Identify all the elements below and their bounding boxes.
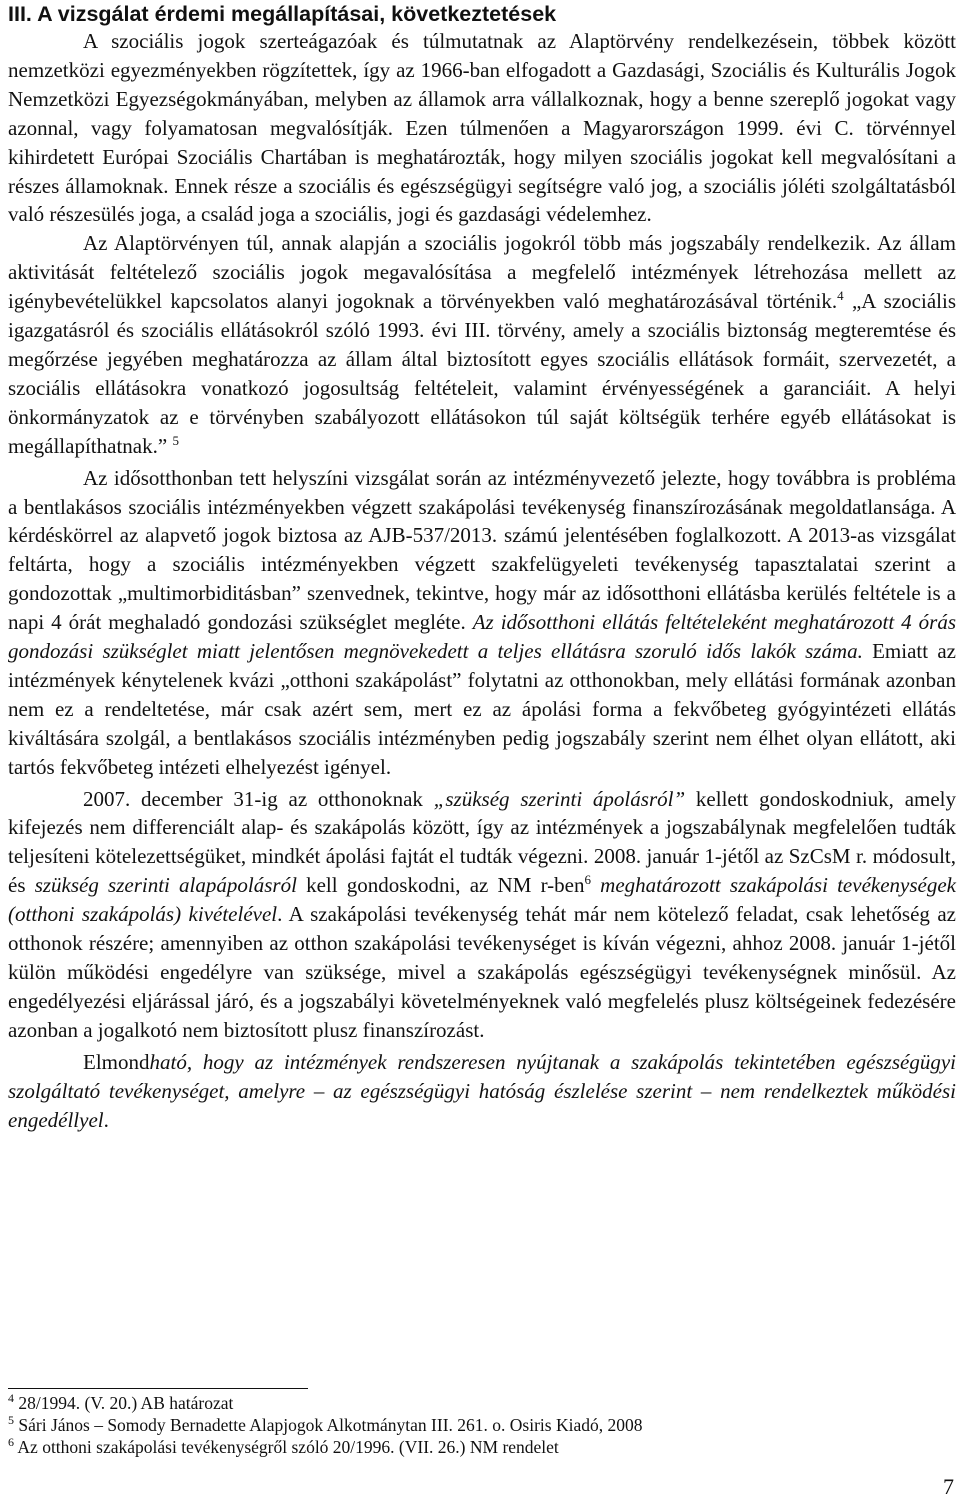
footnote (8, 1392, 956, 1414)
footnote-separator (8, 1388, 308, 1389)
paragraph (8, 27, 956, 229)
page-number: 7 (943, 1474, 954, 1499)
paragraph (8, 785, 956, 1045)
paragraph-text: kell gondoskodni, az NM r-ben (296, 873, 585, 898)
footnotes (8, 1392, 956, 1458)
paragraph-text: kellett gondoskodniuk, amely kifejezés nem differenciált alap- és szakápolás között, így az intézmények a jogszabálynak megfelelően tudták teljesíteni kötelezettségüket, mindkét ápolási fajtát el tudták végezni. 2008. január 1-jétől az SzCsM r. módosult, és (8, 786, 957, 898)
footnote (8, 1436, 956, 1458)
paragraph-text: A szociális jogok szerteágazóak és túlmutatnak az Alaptörvény rendelkezésein, többek között nemzetközi egyezményekben rögzítettek, így az 1966-ban elfogadott a Gazdasági, Szociális és Kulturális Jogok Nemzetközi Egyezségokmányában, melyben az államok arra vállalkoznak, hogy a benne szereplő jogokat vagy azonnal, vagy folyamatosan megvalósítják. Ezen túlmenően a Magyarországon 1999. évi C. törvénnyel kihirdetett Európai Szociális Chartában is meghatározták, hogy milyen szociális jogokat kell megvalósítani a részes államoknak. Ennek része a szociális és egészségügyi segítségre való jog, a szociális jóléti szolgáltatásból való részesülés joga, a család joga a szociális, jogi és gazdasági védelemhez. (8, 29, 956, 227)
paragraph-text: . (103, 1107, 109, 1132)
paragraph-text: Az Alaptörvényen túl, annak alapján a szociális jogokról több más jogszabály rendelkezik. Az állam aktivitását feltételező szociális jogok megavalósítása a megfelelő intézmények létrehozása mellett az igénybevételükkel kapcsolatos alanyi jogoknak a törvényekben való meghatározásával történik. (8, 231, 956, 314)
footnote (8, 1414, 956, 1436)
emphasized-text: Az idősotthoni ellátás feltételeként meghatározott 4 órás gondozási szükséglet miatt jelentősen megnövekedett a teljes ellátásra szoruló idős lakók száma. (8, 610, 956, 664)
body-text (8, 27, 956, 1134)
paragraph-text: 2007. december 31-ig az otthonoknak (83, 786, 434, 811)
emphasized-text: „szükség szerinti ápolásról” (433, 786, 686, 811)
paragraph-text (591, 873, 600, 897)
footnote-number: 6 (8, 1435, 14, 1450)
section-heading: III. A vizsgálat érdemi megállapításai, következtetések (8, 2, 557, 26)
footnote-text: Az otthoni szakápolási tevékenységről szóló 20/1996. (VII. 26.) NM rendelet (14, 1437, 559, 1457)
emphasized-text: szükség szerinti alapápolásról (34, 873, 297, 898)
footnote-text: Sári János – Somody Bernadette Alapjogok Alkotmánytan III. 261. o. Osiris Kiadó, 2008 (14, 1415, 643, 1435)
emphasized-text: ható, hogy az intézmények rendszeresen nyújtanak a szakápolás tekintetében egészségügyi szolgáltató tevékenységet, amelyre – az egészségügyi hatóság észlelése szerint – nem rendelkeztek működési engedéllyel (8, 1049, 956, 1132)
paragraph-text: Az idősotthonban tett helyszíni vizsgálat során az intézményvezető jelezte, hogy továbbra is probléma a bentlakásos szociális intézményekben végzett szakápolási tevékenység finanszírozásának megoldatlansága. A kérdéskörrel az alapvető jogok biztosa az AJB-537/2013. számú jelentésében foglalkozott. A 2013-as vizsgálat feltárta, hogy a szociális intézményekben végzett szakfelügyeleti tevékenység tapasztalatai szerint a gondozottak „multimorbiditásban” szenvednek, tekintve, hogy már az idősotthoni ellátásba kerülés feltétele is a napi 4 órát meghaladó gondozási szükséglet megléte. (8, 465, 956, 635)
paragraph-text: Elmond (83, 1049, 150, 1074)
footnote-number: 4 (8, 1391, 14, 1406)
footnote-number: 5 (8, 1413, 14, 1428)
paragraph (8, 1048, 956, 1135)
footnote-reference: 6 (584, 872, 591, 888)
document-page (8, 0, 956, 1134)
paragraph (8, 229, 956, 460)
paragraph-text: „A szociális igazgatásról és szociális ellátásokról szóló 1993. évi III. törvény, amely a szociális biztonság megteremtése és megőrzése jegyében meghatározza az állam által biztosított egyes szociális ellátások formáit, szervezetét, a szociális ellátásokra vonatkozó jogosultság feltételeit, valamint érvényességének a garanciáit. A helyi önkormányzatok az e törvényben szabályozott ellátásokon túl saját költségük terhére egyéb ellátásokat is megállapíthatnak.” (8, 289, 956, 458)
footnote-reference: 5 (172, 432, 179, 448)
paragraph (8, 464, 956, 782)
paragraph-text: Emiatt az intézmények kénytelenek kvázi „otthoni szakápolást” folytatni az otthonokban, mely ellátási formának azonban nem ez a rendeltetése, már csak azért sem, mert ez az ápolási forma a fekvőbeteg gyógyintézeti ellátás kiváltására szolgál, a bentlakásos szociális intézményben pedig jogszabály szerint nem élhet olyan ellátott, aki tartós fekvőbeteg intézeti elhelyezést igényel. (8, 639, 956, 779)
emphasized-text: meghatározott szakápolási tevékenységek (otthoni szakápolás) kivételével (8, 873, 956, 927)
paragraph-text: . A szakápolási tevékenység tehát már nem kötelező feladat, csak lehetőség az otthonok részére; amennyiben az otthon szakápolási tevékenységet is kíván végezni, ahhoz 2008. január 1-jétől külön működési engedélyre van szüksége, mivel a szakápolás egészségügyi tevékenységnek minősül. Az engedélyezési eljárással járó, és a jogszabályi követelményeknek való megfelelés plusz költségeinek fedezésére azonban a jogalkotó nem biztosított plusz finanszírozást. (8, 902, 956, 1042)
footnote-reference: 4 (837, 288, 844, 304)
footnote-text: 28/1994. (V. 20.) AB határozat (14, 1393, 234, 1413)
